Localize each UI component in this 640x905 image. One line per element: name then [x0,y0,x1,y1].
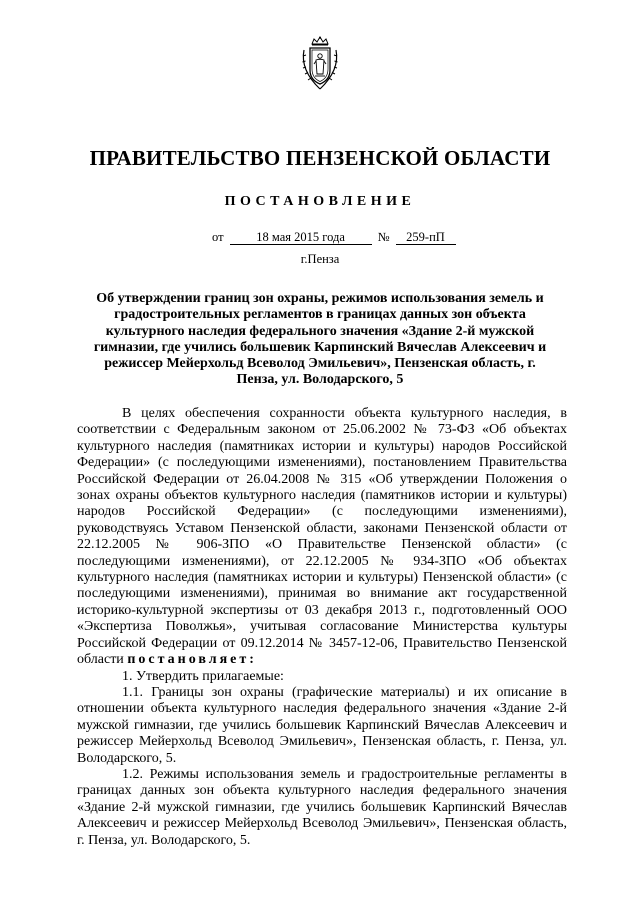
city: г.Пенза [300,252,340,266]
preamble-paragraph [77,406,567,669]
date-prefix: от [212,230,224,244]
document-body [77,406,567,849]
document-title: Об утверждении границ зон охраны, режимов использования земель и градостроительных регламентов в границах данных зон объекта культурного наследия федерального значения «Здание 2-й мужской гимназии, где учились большевик Карпинский Вячеслав Алексеевич и режиссер Мейерхольд Всеволод Эмильевич», Пензенская область, г. Пенза, ул. Володарского, 5 [93,291,547,388]
date-value: 18 мая 2015 года [230,230,372,245]
decree-word: постановляет: [127,652,257,668]
government-name: ПРАВИТЕЛЬСТВО ПЕНЗЕНСКОЙ ОБЛАСТИ [89,146,551,170]
coat-of-arms-icon [299,36,341,92]
number-value: 259-пП [396,230,456,245]
preamble-text: В целях обеспечения сохранности объекта культурного наследия, в соответствии с Федеральным законом от 25.06.2002 № 73-ФЗ «Об объектах культурного наследия (памятниках истории и культуры) народов Российской Федерации» (с последующими изменениями), постановлением Правительства Российской Федерации от 26.04.2008 № 315 «Об утверждении Положения о зонах охраны объектов культурного наследия (памятников истории и культуры) народов Российской Федерации» (с последующими изменениями), руководствуясь Уставом Пензенской области, законами Пензенской области от 22.12.2005 № 906-ЗПО «О Правительстве Пензенской области» (с последующими изменениями), от 22.12.2005 № 934-ЗПО «Об объектах культурного наследия (памятниках истории и культуры) Пензенской области» (с последующими изменениями), принимая во внимание акт государственной историко-культурной экспертизы от 03 декабря 2013 г., подготовленный ООО «Экспертиза Поволжья», учитывая согласование Министерства культуры Российской Федерации от 09.12.2014 № 3457-12-06, Правительство Пензенской области [77,406,567,668]
item-1: 1. Утвердить прилагаемые: [122,668,284,684]
number-prefix: № [377,230,390,244]
item-1-2: 1.2. Режимы использования земель и градостроительные регламенты в границах данных зон объекта культурного наследия федерального значения «Здание 2-й мужской гимназии, где учились большевик Карпинский Вячеслав Алексеевич и режиссер Мейерхольд Всеволод Эмильевич», Пензенская область, г. Пенза, ул. Володарского, 5. [77,766,567,848]
item-1-1: 1.1. Границы зон охраны (графические материалы) и их описание в отношении объекта культурного наследия федерального значения «Здание 2-й мужской гимназии, где учились большевик Карпинский Вячеслав Алексеевич и режиссер Мейерхольд Всеволод Эмильевич», Пензенская область, г. Пенза, ул. Володарского, 5. [77,684,567,766]
document-type: ПОСТАНОВЛЕНИЕ [224,194,416,209]
date-number-line [212,230,456,245]
